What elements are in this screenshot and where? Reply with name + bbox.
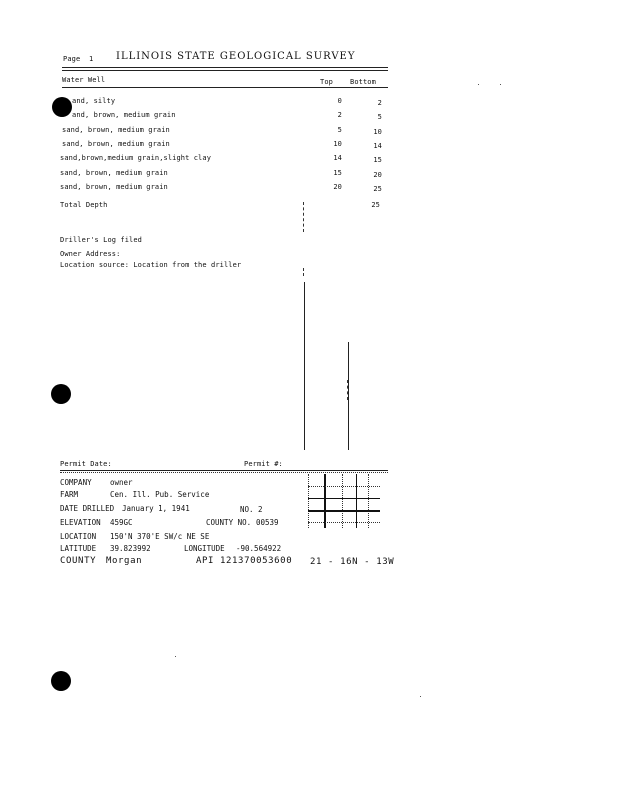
plat-grid-line xyxy=(308,510,380,512)
top-column-header: Top xyxy=(320,78,333,86)
log-top: 15 xyxy=(333,169,342,177)
plat-grid-line xyxy=(308,474,309,528)
elevation-label: ELEVATION xyxy=(60,518,101,527)
column-divider-top xyxy=(303,202,304,232)
location-source-note: Location source: Location from the driller xyxy=(60,261,242,269)
log-description: and, silty xyxy=(72,97,116,105)
farm-label: FARM xyxy=(60,490,79,499)
section-township-range: 21 - 16N - 13W xyxy=(310,557,395,567)
well-no-label: NO. xyxy=(240,505,254,514)
log-top: 0 xyxy=(337,97,342,105)
plat-grid-line xyxy=(308,522,380,523)
log-bottom: 25 xyxy=(373,185,382,193)
permit-date-label: Permit Date: xyxy=(60,460,112,468)
county-value: Morgan xyxy=(106,556,143,566)
total-depth-label: Total Depth xyxy=(60,201,108,209)
elevation-value: 459GC xyxy=(110,518,133,527)
longitude-label: LONGITUDE xyxy=(184,544,225,553)
log-top: 20 xyxy=(333,183,342,191)
location-value: 150'N 370'E SW/c NE SE xyxy=(110,532,210,541)
log-top: 5 xyxy=(337,126,342,134)
log-filed-note: Driller's Log filed xyxy=(60,236,142,244)
column-divider-right xyxy=(348,342,349,450)
log-bottom: 5 xyxy=(377,113,382,121)
log-bottom: 15 xyxy=(373,156,382,164)
plat-grid-line xyxy=(342,474,343,528)
county-no-label: COUNTY NO. xyxy=(206,518,252,527)
location-label: LOCATION xyxy=(60,532,97,541)
page-label: Page xyxy=(63,55,81,63)
log-bottom: 10 xyxy=(373,128,382,136)
column-divider-left xyxy=(304,282,305,450)
bottom-column-header: Bottom xyxy=(350,78,376,86)
log-top: 10 xyxy=(333,140,342,148)
api-label: API xyxy=(196,556,215,566)
punch-hole-bottom xyxy=(51,671,71,691)
log-bottom: 20 xyxy=(373,171,382,179)
log-description: sand, brown, medium grain xyxy=(60,183,168,191)
log-bottom: 2 xyxy=(377,99,382,107)
permit-rule-dotted xyxy=(60,472,388,473)
log-description: sand, brown, medium grain xyxy=(60,169,168,177)
latitude-value: 39.823992 xyxy=(110,544,151,553)
owner-address-label: Owner Address: xyxy=(60,250,121,258)
header-rule-top xyxy=(62,67,388,68)
date-drilled-value: January 1, 1941 xyxy=(122,504,190,513)
farm-value: Cen. Ill. Pub. Service xyxy=(110,490,210,499)
county-no-value: 00539 xyxy=(256,518,279,527)
log-description: sand, brown, medium grain xyxy=(62,140,170,148)
longitude-value: -90.564922 xyxy=(236,544,282,553)
plat-grid-line xyxy=(356,474,357,528)
permit-number-label: Permit #: xyxy=(244,460,283,468)
log-description: sand,brown,medium grain,slight clay xyxy=(60,154,212,162)
column-divider-right-dashed xyxy=(347,380,348,400)
log-description: and, brown, medium grain xyxy=(72,111,176,119)
page-title: ILLINOIS STATE GEOLOGICAL SURVEY xyxy=(116,51,356,62)
well-type-label: Water Well xyxy=(62,76,106,84)
log-top: 14 xyxy=(333,154,342,162)
scan-speck xyxy=(500,84,501,85)
api-value: 121370053600 xyxy=(220,556,293,566)
plat-grid-line xyxy=(368,474,369,528)
scan-speck xyxy=(175,656,176,657)
column-divider-short xyxy=(303,268,304,276)
column-header-rule xyxy=(62,87,388,88)
page-number: 1 xyxy=(89,55,94,63)
plat-grid-line xyxy=(308,498,380,499)
log-bottom: 14 xyxy=(373,142,382,150)
section-plat-grid xyxy=(308,474,380,528)
scan-speck xyxy=(478,84,479,85)
punch-hole-middle xyxy=(51,384,71,404)
log-top: 2 xyxy=(337,111,342,119)
total-depth-value: 25 xyxy=(371,201,380,209)
company-label: COMPANY xyxy=(60,478,92,487)
latitude-label: LATITUDE xyxy=(60,544,97,553)
plat-grid-line xyxy=(324,474,326,528)
well-no-value: 2 xyxy=(258,505,263,514)
scan-speck xyxy=(420,696,421,697)
punch-hole-top xyxy=(52,97,72,117)
plat-grid-line xyxy=(308,486,380,487)
header-rule-top-2 xyxy=(62,70,388,71)
county-label: COUNTY xyxy=(60,556,97,566)
log-description: sand, brown, medium grain xyxy=(62,126,170,134)
permit-rule xyxy=(60,470,388,471)
company-value: owner xyxy=(110,478,133,487)
date-drilled-label: DATE DRILLED xyxy=(60,504,115,513)
